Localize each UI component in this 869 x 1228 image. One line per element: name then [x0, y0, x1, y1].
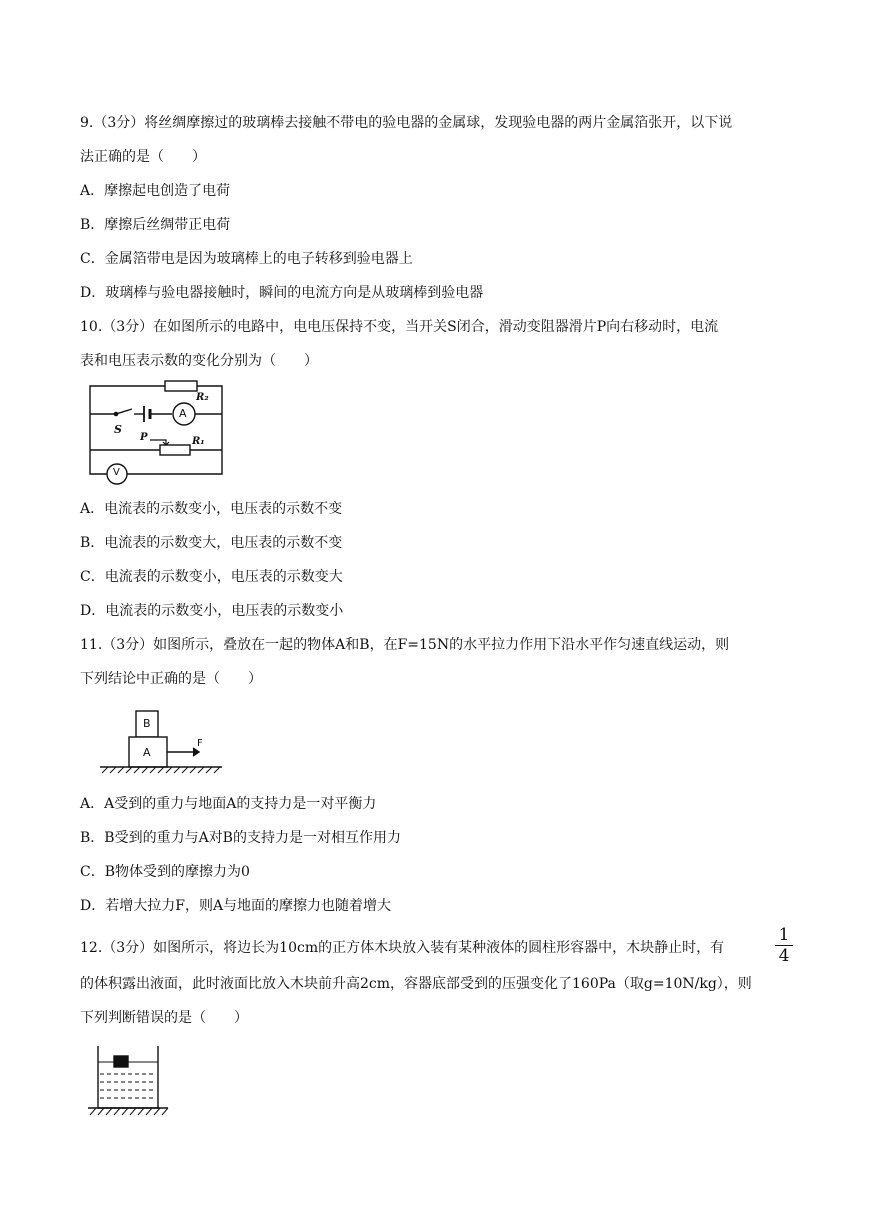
q11-label-block-a: A: [143, 746, 151, 759]
q11-option-d: D．若增大拉力F，则A与地面的摩擦力也随着增大: [80, 898, 392, 914]
q10-label-r1: R₁: [192, 436, 205, 447]
q10-label-slider: P: [140, 432, 148, 443]
q9-option-c: C．金属箔带电是因为玻璃棒上的电子转移到验电器上: [80, 251, 413, 267]
q11-stem-line1: 11.（3分）如图所示，叠放在一起的物体A和B，在F=15N的水平拉力作用下沿水平作匀速直线运动，则: [80, 637, 730, 653]
q12-stem-line3: 下列判断错误的是（ ）: [80, 1010, 248, 1026]
q10-label-voltmeter: V: [113, 467, 120, 478]
q11-option-a: A．A受到的重力与地面A的支持力是一对平衡力: [80, 796, 377, 812]
q10-option-a: A．电流表的示数变小，电压表的示数不变: [80, 501, 343, 517]
q12-stem-line1: 12.（3分）如图所示，将边长为10cm的正方体木块放入装有某种液体的圆柱形容器中，木块静止时，有: [80, 940, 725, 956]
q11-stem-line2: 下列结论中正确的是（ ）: [80, 671, 262, 687]
q10-label-ammeter: A: [179, 407, 187, 420]
q9-stem-line2: 法正确的是（ ）: [80, 149, 206, 165]
q11-label-force: F: [197, 738, 203, 749]
q10-stem-line2: 表和电压表示数的变化分别为（ ）: [80, 353, 318, 369]
q10-stem-line1: 10.（3分）在如图所示的电路中，电电压保持不变，当开关S闭合，滑动变阻器滑片P向右移动时，电流: [80, 319, 719, 335]
q9-option-a: A．摩擦起电创造了电荷: [80, 183, 231, 199]
q10-option-b: B．电流表的示数变大，电压表的示数不变: [80, 535, 343, 551]
q12-stem-line2: 的体积露出液面，此时液面比放入木块前升高2cm，容器底部受到的压强变化了160Pa（取g=10N/kg），则: [80, 976, 752, 992]
q12-container-figure: [84, 1042, 174, 1122]
q10-circuit-figure: [80, 378, 228, 490]
q11-option-b: B．B受到的重力与A对B的支持力是一对相互作用力: [80, 830, 401, 846]
q9-stem-line1: 9.（3分）将丝绸摩擦过的玻璃棒去接触不带电的验电器的金属球，发现验电器的两片金属箔张开，以下说: [80, 115, 733, 131]
q9-option-b: B．摩擦后丝绸带正电荷: [80, 217, 231, 233]
q10-label-switch: S: [114, 423, 122, 436]
q9-option-d: D．玻璃棒与验电器接触时，瞬间的电流方向是从玻璃棒到验电器: [80, 285, 484, 301]
q10-label-r2: R₂: [196, 392, 209, 403]
q12-fraction-numerator: 1: [778, 925, 790, 945]
q11-blocks-figure: [80, 700, 228, 780]
q12-fraction-denominator: 4: [778, 946, 790, 966]
q12-fraction: [775, 926, 793, 965]
q10-option-c: C．电流表的示数变小，电压表的示数变大: [80, 569, 343, 585]
q11-label-block-b: B: [143, 717, 151, 730]
q11-option-c: C．B物体受到的摩擦力为0: [80, 864, 250, 880]
q10-option-d: D．电流表的示数变小，电压表的示数变小: [80, 603, 344, 619]
